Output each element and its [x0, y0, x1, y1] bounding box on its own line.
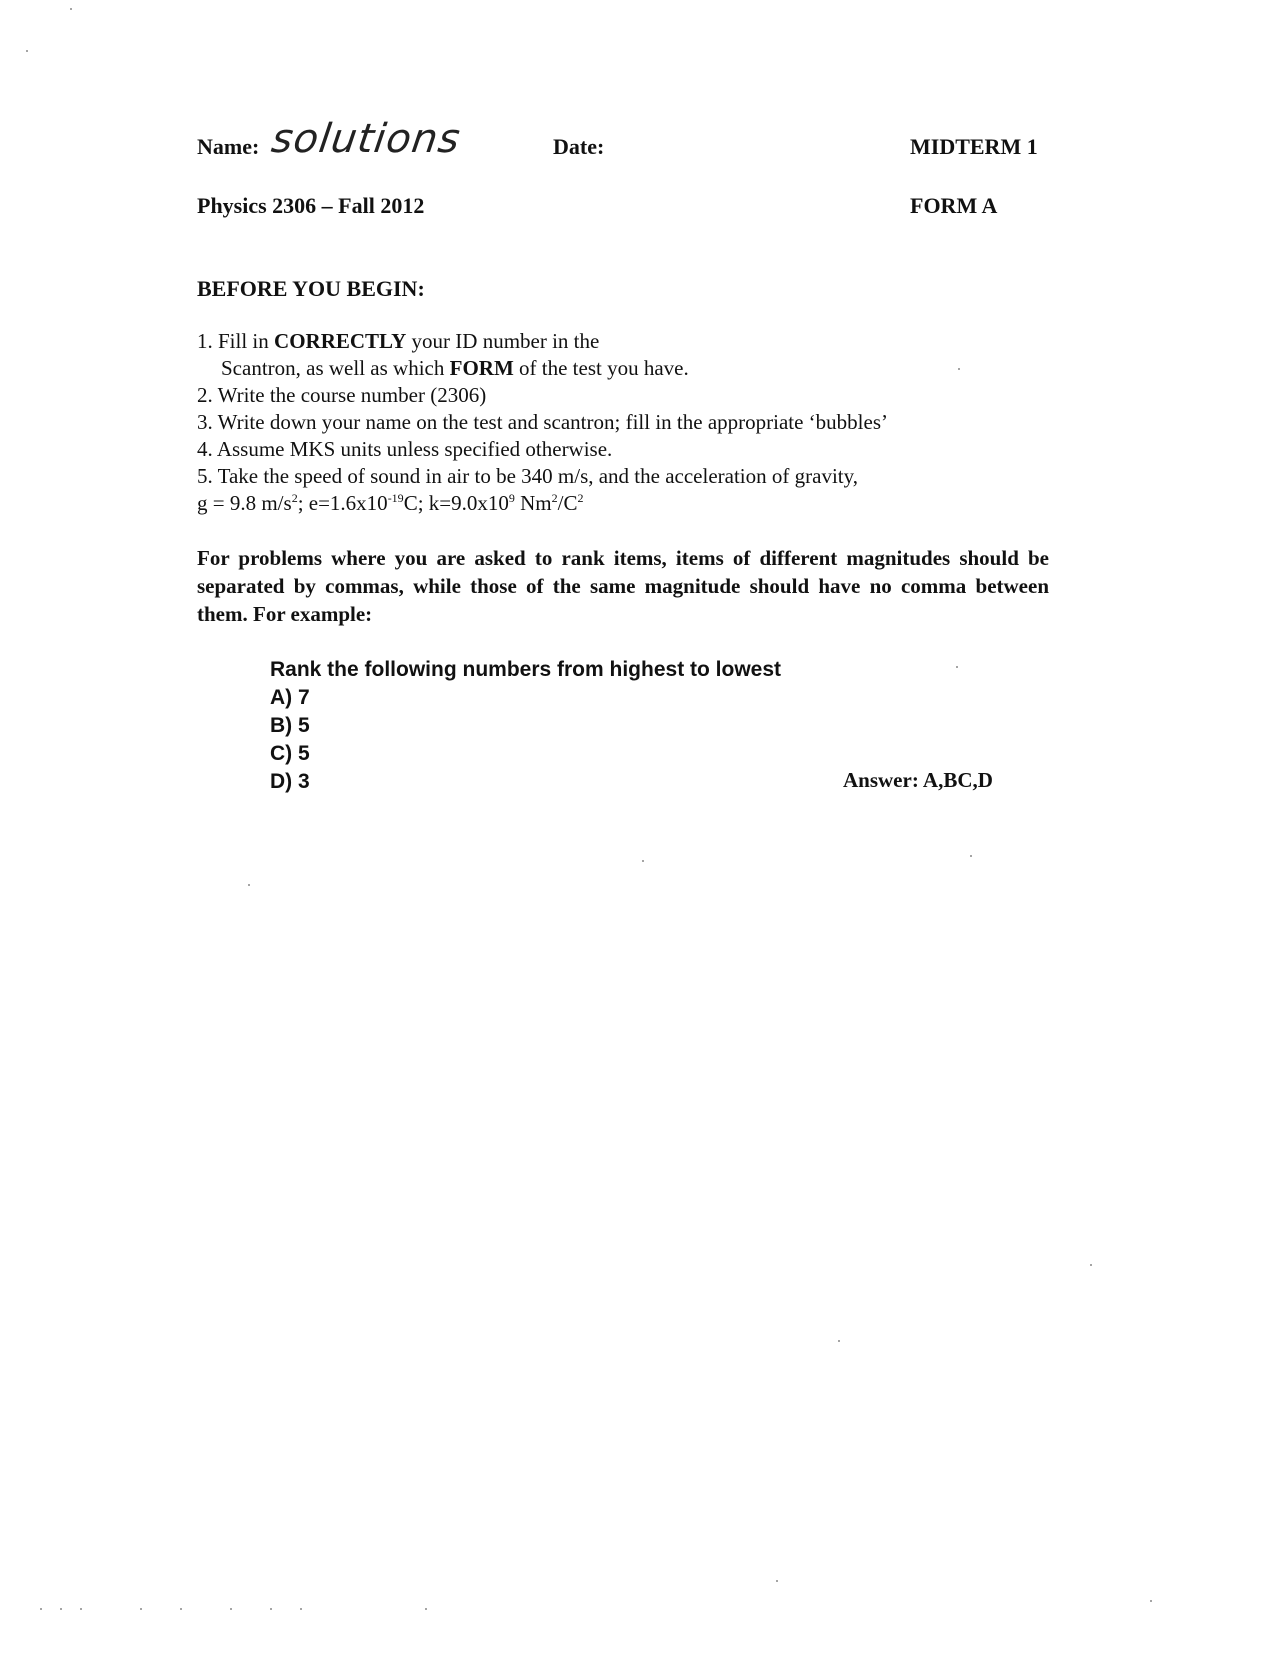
instruction-5: 5. Take the speed of sound in air to be 340 m/s, and the acceleration of gravity, [197, 464, 858, 488]
scan-speck [300, 1608, 302, 1610]
ranking-instructions: For problems where you are asked to rank items, items of different magnitudes should be separated by commas, while those of the same magnitude should have no comma between them. For example: [197, 546, 1049, 626]
name-label: Name: [197, 134, 260, 159]
scan-speck [970, 855, 972, 857]
scan-speck [248, 884, 250, 886]
instruction-2: 2. Write the course number (2306) [197, 383, 487, 407]
instructions-list [197, 328, 1017, 517]
scan-speck [642, 860, 644, 862]
scan-speck [956, 666, 958, 668]
instruction-1-line-2: Scantron, as well as which FORM of the test you have. [221, 356, 689, 380]
example-item: B) 5 [270, 714, 310, 737]
course-label: Physics 2306 – Fall 2012 [197, 193, 425, 218]
scan-speck [40, 1608, 42, 1610]
scan-speck [1150, 1600, 1152, 1602]
date-label: Date: [553, 134, 605, 159]
example-item: D) 3 [270, 770, 310, 793]
example-answer: Answer: A,BC,D [843, 768, 993, 792]
form-label: FORM A [910, 193, 998, 218]
scan-speck [180, 1608, 182, 1610]
scan-speck [958, 368, 960, 370]
example-block [270, 656, 870, 796]
before-you-begin-heading: BEFORE YOU BEGIN: [197, 276, 425, 301]
scan-speck [26, 50, 28, 52]
scan-speck [140, 1608, 142, 1610]
scan-speck [230, 1608, 232, 1610]
scan-speck [80, 1608, 82, 1610]
instruction-4: 4. Assume MKS units unless specified otherwise. [197, 437, 613, 461]
exam-title: MIDTERM 1 [910, 134, 1038, 159]
scan-speck [70, 8, 72, 10]
scan-speck [270, 1608, 272, 1610]
scan-speck [776, 1580, 778, 1582]
scan-speck [60, 1608, 62, 1610]
constants-line: g = 9.8 $m/s^2$; $e=1.6x10^{-19}C$; $k=9.0x10^9$ $Nm^2/C^2$ [197, 491, 584, 515]
example-item: C) 5 [270, 742, 310, 765]
example-item: A) 7 [270, 686, 310, 709]
instruction-3: 3. Write down your name on the test and scantron; fill in the appropriate ‘bubbles’ [197, 410, 889, 434]
instruction-1-line-1: 1. Fill in CORRECTLY your ID number in the [197, 329, 600, 353]
scan-speck [1090, 1264, 1092, 1266]
scan-speck [838, 1340, 840, 1342]
name-handwritten-value: solutions [268, 116, 464, 162]
scan-speck [425, 1608, 427, 1610]
example-prompt: Rank the following numbers from highest to lowest [270, 658, 782, 681]
